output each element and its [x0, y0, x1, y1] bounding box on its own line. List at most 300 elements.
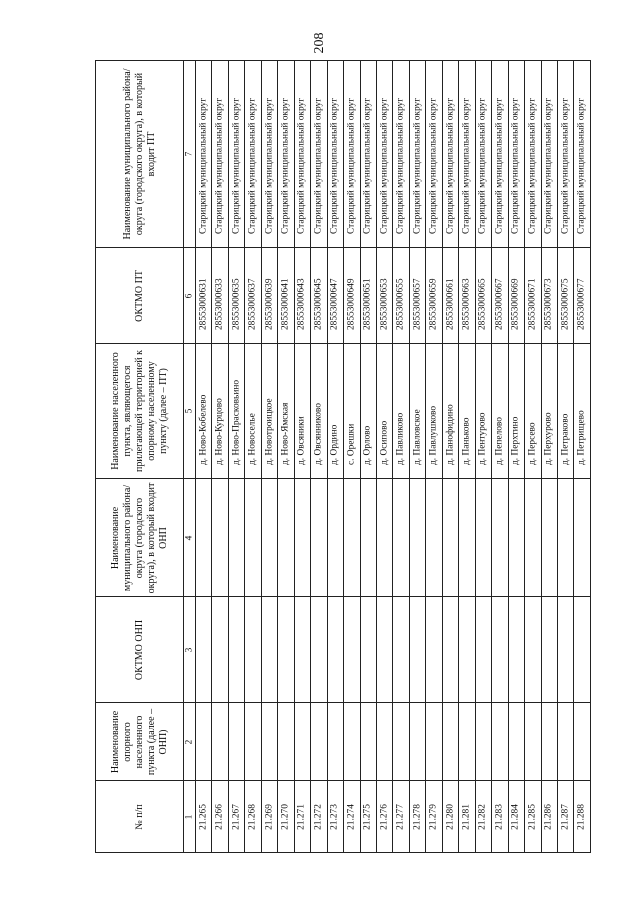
field-pt-name-text: д. Павлушково — [428, 405, 439, 465]
header-label — [134, 600, 146, 700]
header-cell — [96, 248, 184, 344]
data-cell — [212, 61, 228, 248]
data-cell — [311, 344, 327, 479]
field-n-text: 21.278 — [412, 803, 423, 830]
data-cell — [344, 344, 360, 479]
data-cell — [311, 597, 327, 703]
field-n-text: 21.277 — [395, 803, 406, 830]
data-cell — [212, 479, 228, 597]
data-cell — [344, 597, 360, 703]
field-pt-district-text: Старицкий муниципальный округ — [214, 97, 225, 234]
field-pt-oktmo-text: 28553000653 — [379, 278, 390, 330]
field-n-text: 21.275 — [362, 803, 373, 830]
data-cell — [278, 248, 294, 344]
data-cell — [228, 344, 244, 479]
header-cell — [96, 344, 184, 479]
data-cell — [376, 479, 392, 597]
field-pt-oktmo-text: 28553000675 — [560, 278, 571, 330]
data-cell — [492, 61, 508, 248]
data-cell — [459, 781, 475, 853]
field-pt-oktmo-text: 28553000661 — [445, 278, 456, 330]
field-pt-oktmo-text: 28553000647 — [329, 278, 340, 330]
column-number-cell — [184, 597, 196, 703]
header-label — [110, 482, 170, 594]
data-cell — [196, 479, 212, 597]
field-pt-name-text: д. Ордино — [329, 424, 340, 465]
field-pt-oktmo-text: 28553000657 — [412, 278, 423, 330]
data-cell — [228, 597, 244, 703]
header-label — [134, 251, 146, 341]
data-cell — [261, 248, 277, 344]
field-pt-district-text: Старицкий муниципальный округ — [527, 97, 538, 234]
data-cell — [376, 344, 392, 479]
data-cell — [508, 344, 524, 479]
data-cell — [261, 479, 277, 597]
field-pt-name-text: д. Паньково — [461, 417, 472, 465]
field-n-text: 21.270 — [280, 803, 291, 830]
data-cell — [541, 781, 557, 853]
data-cell — [409, 344, 425, 479]
data-cell — [278, 781, 294, 853]
field-pt-name-text: д. Овсянниково — [313, 403, 324, 465]
data-cell — [212, 781, 228, 853]
data-cell — [245, 703, 261, 781]
header-cell — [96, 703, 184, 781]
field-pt-district-text: Старицкий муниципальный округ — [576, 97, 587, 234]
data-cell — [261, 61, 277, 248]
data-cell — [393, 61, 409, 248]
data-cell — [574, 248, 590, 344]
field-pt-district-text: Старицкий муниципальный округ — [494, 97, 505, 234]
data-cell — [245, 344, 261, 479]
field-pt-district-text: Старицкий муниципальный округ — [395, 97, 406, 234]
data-cell — [459, 344, 475, 479]
data-cell — [508, 248, 524, 344]
data-cell — [525, 344, 541, 479]
data-cell — [228, 61, 244, 248]
data-cell — [212, 248, 228, 344]
field-pt-district-text: Старицкий муниципальный округ — [379, 97, 390, 234]
data-cell — [344, 703, 360, 781]
data-cell — [409, 703, 425, 781]
data-cell — [442, 479, 458, 597]
data-cell — [541, 61, 557, 248]
field-pt-oktmo-text: 28553000649 — [346, 278, 357, 330]
data-cell — [475, 479, 491, 597]
header-text: Наименование опорного населенного пункта (далее – ОНП) — [109, 708, 169, 775]
field-pt-name-text: д. Персево — [527, 422, 538, 465]
data-cell — [212, 703, 228, 781]
header-text: Наименование муниципального района/округа (городского округа), в который входит ПТ — [121, 68, 157, 240]
field-pt-oktmo-text: 28553000655 — [395, 278, 406, 330]
data-cell — [311, 479, 327, 597]
data-cell — [261, 597, 277, 703]
field-pt-oktmo-text: 28553000677 — [576, 278, 587, 330]
data-cell — [212, 344, 228, 479]
data-cell — [492, 248, 508, 344]
field-pt-name-text: д. Павловское — [412, 409, 423, 465]
data-cell — [245, 479, 261, 597]
field-pt-oktmo-text: 28553000635 — [231, 278, 242, 330]
field-n-text: 21.281 — [461, 803, 472, 830]
data-cell — [360, 248, 376, 344]
column-number-cell — [184, 248, 196, 344]
data-cell — [278, 597, 294, 703]
data-cell — [574, 479, 590, 597]
header-text: ОКТМО ОНП — [133, 619, 145, 680]
data-cell — [360, 597, 376, 703]
data-cell — [475, 703, 491, 781]
column-number-cell — [184, 344, 196, 479]
data-cell — [475, 344, 491, 479]
data-cell — [409, 61, 425, 248]
field-pt-name-text: д. Павликово — [395, 412, 406, 465]
column-number-cell — [184, 61, 196, 248]
data-cell — [245, 248, 261, 344]
data-cell — [475, 248, 491, 344]
settlements-table — [95, 60, 590, 852]
field-pt-oktmo-text: 28553000643 — [296, 278, 307, 330]
header-cell — [96, 479, 184, 597]
data-cell — [327, 248, 343, 344]
header-label — [110, 706, 170, 778]
data-cell — [294, 703, 310, 781]
field-pt-oktmo-text: 28553000633 — [214, 278, 225, 330]
data-cell — [344, 781, 360, 853]
data-cell — [459, 479, 475, 597]
field-n-text: 21.284 — [510, 803, 521, 830]
page-number: 208 — [312, 32, 327, 54]
data-cell — [525, 597, 541, 703]
field-n-text: 21.272 — [313, 803, 324, 830]
table-row — [96, 703, 591, 781]
data-cell — [426, 781, 442, 853]
header-text: Наименование муниципального района/округа (городского округа), в который входит ОНП — [109, 482, 169, 593]
data-cell — [376, 597, 392, 703]
header-label — [134, 784, 146, 850]
data-cell — [196, 703, 212, 781]
data-cell — [426, 703, 442, 781]
table-row — [96, 61, 591, 248]
data-cell — [228, 479, 244, 597]
data-cell — [508, 703, 524, 781]
field-pt-oktmo-text: 28553000659 — [428, 278, 439, 330]
data-cell — [508, 597, 524, 703]
data-cell — [574, 597, 590, 703]
data-cell — [261, 703, 277, 781]
data-cell — [541, 479, 557, 597]
data-cell — [492, 703, 508, 781]
data-cell — [426, 344, 442, 479]
field-pt-name-text: д. Новотроицкое — [264, 398, 275, 465]
field-n-text: 21.279 — [428, 803, 439, 830]
data-cell — [492, 597, 508, 703]
data-cell — [294, 344, 310, 479]
data-cell — [294, 248, 310, 344]
data-cell — [557, 597, 573, 703]
field-pt-name-text: д. Орлово — [362, 425, 373, 465]
data-cell — [228, 781, 244, 853]
field-n-text: 21.274 — [346, 803, 357, 830]
data-cell — [475, 597, 491, 703]
field-pt-oktmo-text: 28553000673 — [543, 278, 554, 330]
data-cell — [574, 781, 590, 853]
data-cell — [261, 781, 277, 853]
field-n-text: 21.276 — [379, 803, 390, 830]
field-pt-district-text: Старицкий муниципальный округ — [543, 97, 554, 234]
field-pt-district-text: Старицкий муниципальный округ — [280, 97, 291, 234]
data-cell — [459, 61, 475, 248]
data-cell — [327, 61, 343, 248]
data-cell — [442, 344, 458, 479]
data-cell — [376, 61, 392, 248]
data-cell — [442, 703, 458, 781]
data-cell — [409, 781, 425, 853]
data-cell — [196, 781, 212, 853]
header-text: ОКТМО ПТ — [133, 269, 145, 322]
data-cell — [426, 479, 442, 597]
data-cell — [294, 597, 310, 703]
data-cell — [196, 61, 212, 248]
field-pt-oktmo-text: 28553000637 — [247, 278, 258, 330]
data-cell — [492, 479, 508, 597]
data-cell — [393, 248, 409, 344]
data-cell — [426, 597, 442, 703]
field-pt-name-text: д. Петраково — [560, 413, 571, 465]
data-cell — [492, 344, 508, 479]
field-pt-district-text: Старицкий муниципальный округ — [428, 97, 439, 234]
field-pt-name-text: д. Ново-Кобелево — [198, 394, 209, 465]
data-cell — [574, 61, 590, 248]
data-cell — [409, 248, 425, 344]
field-pt-district-text: Старицкий муниципальный округ — [477, 97, 488, 234]
field-pt-name-text: с. Орешки — [346, 423, 357, 465]
field-pt-oktmo-text: 28553000639 — [264, 278, 275, 330]
field-pt-district-text: Старицкий муниципальный округ — [329, 97, 340, 234]
field-pt-district-text: Старицкий муниципальный округ — [264, 97, 275, 234]
data-cell — [311, 248, 327, 344]
field-pt-oktmo-text: 28553000671 — [527, 278, 538, 330]
header-cell — [96, 781, 184, 853]
data-cell — [327, 703, 343, 781]
data-cell — [508, 61, 524, 248]
data-cell — [344, 61, 360, 248]
data-cell — [278, 479, 294, 597]
field-pt-name-text: д. Петрищево — [576, 410, 587, 465]
data-cell — [574, 344, 590, 479]
data-cell — [459, 248, 475, 344]
data-cell — [557, 781, 573, 853]
field-pt-district-text: Старицкий муниципальный округ — [560, 97, 571, 234]
data-cell — [557, 61, 573, 248]
field-n-text: 21.280 — [445, 803, 456, 830]
data-cell — [245, 781, 261, 853]
data-cell — [409, 479, 425, 597]
data-cell — [212, 597, 228, 703]
data-cell — [525, 479, 541, 597]
data-cell — [409, 597, 425, 703]
data-cell — [294, 61, 310, 248]
field-n-text: 21.283 — [494, 803, 505, 830]
data-cell — [541, 703, 557, 781]
data-cell — [278, 344, 294, 479]
field-n-text: 21.265 — [198, 803, 209, 830]
field-pt-oktmo-text: 28553000665 — [477, 278, 488, 330]
table-row — [96, 597, 591, 703]
field-n-text: 21.271 — [296, 803, 307, 830]
field-n-text: 21.285 — [527, 803, 538, 830]
column-number: 7 — [184, 151, 194, 157]
data-cell — [475, 781, 491, 853]
data-cell — [344, 248, 360, 344]
data-cell — [492, 781, 508, 853]
data-cell — [393, 344, 409, 479]
field-pt-district-text: Старицкий муниципальный округ — [412, 97, 423, 234]
header-cell — [96, 597, 184, 703]
data-cell — [459, 703, 475, 781]
data-cell — [442, 781, 458, 853]
field-pt-oktmo-text: 28553000667 — [494, 278, 505, 330]
data-cell — [574, 703, 590, 781]
data-cell — [557, 344, 573, 479]
data-cell — [426, 61, 442, 248]
table — [95, 60, 591, 853]
field-pt-district-text: Старицкий муниципальный округ — [461, 97, 472, 234]
data-cell — [393, 703, 409, 781]
data-cell — [525, 703, 541, 781]
column-number: 1 — [184, 814, 194, 819]
data-cell — [442, 248, 458, 344]
field-pt-district-text: Старицкий муниципальный округ — [362, 97, 373, 234]
data-cell — [475, 61, 491, 248]
field-pt-oktmo-text: 28553000645 — [313, 278, 324, 330]
data-cell — [360, 781, 376, 853]
field-pt-oktmo-text: 28553000663 — [461, 278, 472, 330]
field-pt-oktmo-text: 28553000631 — [198, 278, 209, 330]
header-label — [122, 64, 158, 245]
data-cell — [508, 781, 524, 853]
column-number: 5 — [184, 408, 194, 414]
header-text: Наименование населенного пункта, являющегося прилегающей территорией к опорному населенному пункту (далее – ПТ) — [109, 349, 169, 473]
data-cell — [525, 61, 541, 248]
data-cell — [426, 248, 442, 344]
data-cell — [344, 479, 360, 597]
data-cell — [327, 479, 343, 597]
data-cell — [360, 61, 376, 248]
data-cell — [360, 703, 376, 781]
table-row — [96, 781, 591, 853]
data-cell — [327, 344, 343, 479]
data-cell — [557, 703, 573, 781]
data-cell — [196, 248, 212, 344]
field-n-text: 21.273 — [329, 803, 340, 830]
field-n-text: 21.287 — [560, 803, 571, 830]
data-cell — [393, 597, 409, 703]
data-cell — [541, 597, 557, 703]
data-cell — [393, 479, 409, 597]
column-number: 6 — [184, 293, 194, 298]
data-cell — [278, 61, 294, 248]
data-cell — [442, 61, 458, 248]
header-text: № п/п — [133, 803, 145, 830]
field-pt-district-text: Старицкий муниципальный округ — [198, 97, 209, 234]
field-pt-oktmo-text: 28553000651 — [362, 278, 373, 330]
data-cell — [327, 597, 343, 703]
data-cell — [360, 344, 376, 479]
column-number: 3 — [184, 647, 194, 652]
header-cell — [96, 61, 184, 248]
column-number: 2 — [184, 739, 194, 744]
data-cell — [294, 781, 310, 853]
data-cell — [278, 703, 294, 781]
data-cell — [459, 597, 475, 703]
column-number-cell — [184, 781, 196, 853]
field-n-text: 21.267 — [231, 803, 242, 830]
table-row — [96, 248, 591, 344]
data-cell — [196, 597, 212, 703]
data-cell — [228, 703, 244, 781]
column-number-cell — [184, 703, 196, 781]
field-pt-name-text: д. Пентурово — [477, 412, 488, 465]
field-pt-district-text: Старицкий муниципальный округ — [510, 97, 521, 234]
field-pt-name-text: д. Ново-Курцово — [214, 398, 225, 465]
data-cell — [525, 248, 541, 344]
field-pt-name-text: д. Осипово — [379, 420, 390, 465]
field-n-text: 21.282 — [477, 803, 488, 830]
data-cell — [311, 781, 327, 853]
field-n-text: 21.268 — [247, 803, 258, 830]
column-number: 4 — [184, 535, 194, 540]
field-pt-district-text: Старицкий муниципальный округ — [445, 97, 456, 234]
data-cell — [311, 61, 327, 248]
data-cell — [311, 703, 327, 781]
data-cell — [245, 61, 261, 248]
data-cell — [360, 479, 376, 597]
table-row — [96, 344, 591, 479]
field-pt-name-text: д. Перхурово — [543, 412, 554, 465]
table-row — [96, 479, 591, 597]
data-cell — [261, 344, 277, 479]
field-pt-name-text: д. Ново-Прасковьино — [231, 379, 242, 465]
data-cell — [541, 344, 557, 479]
field-n-text: 21.286 — [543, 803, 554, 830]
field-pt-name-text: д. Ново-Ямская — [280, 402, 291, 465]
field-n-text: 21.266 — [214, 803, 225, 830]
field-pt-name-text: д. Перхтино — [510, 416, 521, 465]
field-pt-district-text: Старицкий муниципальный округ — [247, 97, 258, 234]
data-cell — [508, 479, 524, 597]
data-cell — [228, 248, 244, 344]
field-pt-name-text: д. Новоселье — [247, 413, 258, 465]
data-cell — [393, 781, 409, 853]
field-pt-district-text: Старицкий муниципальный округ — [296, 97, 307, 234]
field-pt-oktmo-text: 28553000669 — [510, 278, 521, 330]
data-cell — [376, 248, 392, 344]
field-pt-district-text: Старицкий муниципальный округ — [346, 97, 357, 234]
field-pt-name-text: д. Панофидино — [445, 404, 456, 465]
data-cell — [294, 479, 310, 597]
column-number-cell — [184, 479, 196, 597]
data-cell — [196, 344, 212, 479]
field-n-text: 21.269 — [264, 803, 275, 830]
field-pt-district-text: Старицкий муниципальный округ — [231, 97, 242, 234]
field-pt-oktmo-text: 28553000641 — [280, 278, 291, 330]
field-n-text: 21.288 — [576, 803, 587, 830]
data-cell — [525, 781, 541, 853]
data-cell — [541, 248, 557, 344]
data-cell — [376, 703, 392, 781]
data-cell — [557, 479, 573, 597]
